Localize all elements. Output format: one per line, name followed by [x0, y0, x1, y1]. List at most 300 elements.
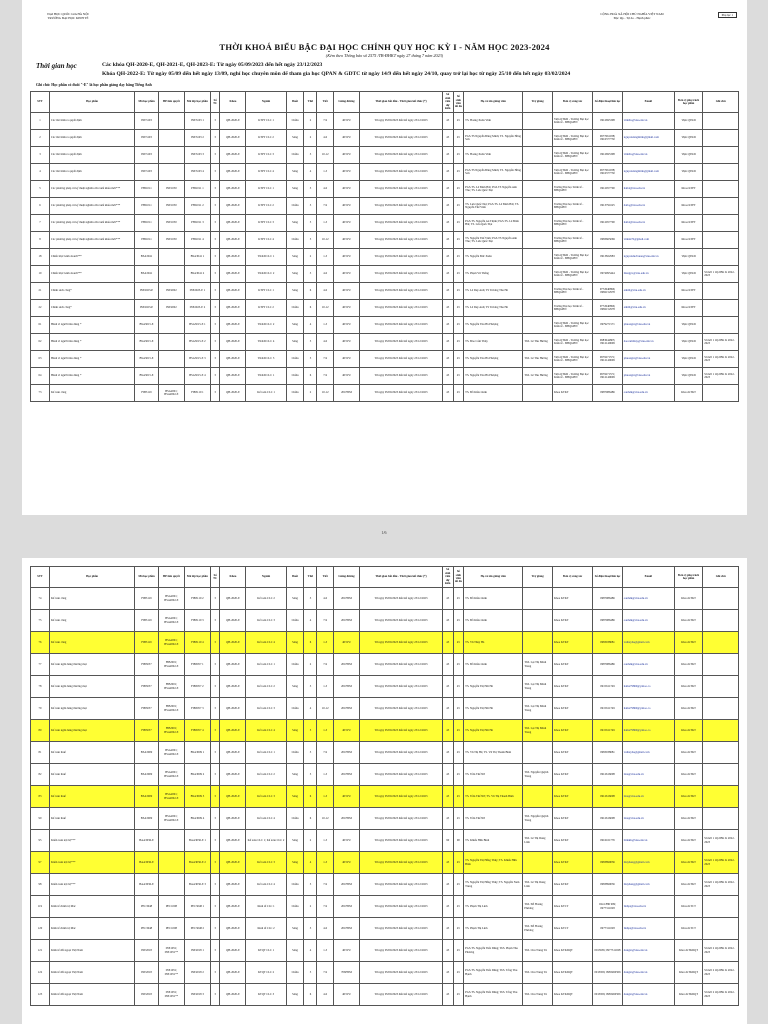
- cell-buoi: Chiều: [286, 896, 304, 918]
- cell-max: 45: [453, 940, 464, 962]
- cell-dt: 0912957700: [593, 215, 623, 232]
- cell-dv: Trường Đại học Kinh tế - ĐHQGHN: [552, 300, 592, 317]
- cell-thu: 6: [304, 300, 317, 317]
- cell-stt: 95: [31, 830, 50, 852]
- cell-gc: [703, 698, 739, 720]
- cell-gd: 201HTM: [333, 918, 359, 940]
- cell-gd: 201HTM: [333, 654, 359, 676]
- cell-tg: [523, 232, 553, 249]
- cell-dt: 0912695398: [593, 113, 623, 130]
- cell-dt: 0983899036: [593, 852, 623, 874]
- cell-tc: 3: [210, 764, 219, 786]
- cell-time: Từ ngày 05/09/2023 đến hết ngày 23/12/2023: [360, 130, 443, 147]
- cell-sv: 45: [442, 808, 453, 830]
- cell-gv: TS. Trần Thế Nữ; TS. Vũ Thị Thanh Bình: [464, 786, 523, 808]
- cell-khoa: QH-2020-E: [220, 198, 246, 215]
- cell-gd: 403VU: [333, 632, 359, 654]
- cell-gv: TS. Hoàng Xuân Vinh: [464, 147, 523, 164]
- cell-stt: 77: [31, 654, 50, 676]
- cell-khoa: QH-2020-E: [220, 632, 246, 654]
- cell-time: Từ ngày 05/09/2023 đến hết ngày 23/12/2023: [360, 830, 443, 852]
- cell-sv: 45: [442, 300, 453, 317]
- column-header: Số điện thoại liên lạc: [593, 92, 623, 113]
- table-row: [31, 588, 739, 610]
- cell-buoi: Chiều: [286, 300, 304, 317]
- cell-pre: [158, 368, 184, 385]
- national-motto-line1: CỘNG HOÀ XÃ HỘI CHỦ NGHĨA VIỆT NAM: [600, 12, 664, 16]
- column-header: Đơn vị phụ trách học phần: [674, 92, 702, 113]
- cell-time: Từ ngày 05/09/2023 đến hết ngày 23/12/2023: [360, 198, 443, 215]
- cell-gd: 403VU: [333, 940, 359, 962]
- cell-buoi: Chiều: [286, 147, 304, 164]
- cell-max: 45: [453, 852, 464, 874]
- cell-max: 45: [453, 896, 464, 918]
- cell-dt: 0913956; 0983260506: [593, 984, 623, 1006]
- cell-tiet: 1-3: [317, 764, 334, 786]
- cell-tc: 3: [210, 385, 219, 402]
- cell-pre: BSA2001; BSA2002-E: [158, 742, 184, 764]
- cell-sv: 45: [442, 940, 453, 962]
- cell-sv: 45: [442, 266, 453, 283]
- cell-gc: [703, 147, 739, 164]
- cell-dvph: Khoa KTPT: [674, 215, 702, 232]
- cell-cls: FIB3057 4: [184, 720, 210, 742]
- cell-khoa: QH-2020-E: [220, 610, 246, 632]
- cell-gd: 403VU: [333, 852, 359, 874]
- cell-cls: FIB3119 3: [184, 610, 210, 632]
- cell-tg: ThS. Chu Trung Tú: [523, 940, 553, 962]
- cell-nganh: Kế toán CLC 1: [246, 385, 286, 402]
- cell-nganh: KTPT CLC 1: [246, 283, 286, 300]
- page-title: THỜI KHOÁ BIỂU BẬC ĐẠI HỌC CHÍNH QUY HỌC KỲ I - NĂM HỌC 2023-2024: [219, 42, 550, 52]
- cell-code: BSA3041: [135, 266, 159, 283]
- column-header: STT: [31, 92, 50, 113]
- cell-time: Từ ngày 05/09/2023 đến hết ngày 23/12/2023: [360, 984, 443, 1006]
- cell-pre: BSA2001; BSA2002-E: [158, 610, 184, 632]
- cell-gc: Sĩ mới 1 lớp IBK K 2022-2023: [703, 852, 739, 874]
- cell-cls: FIB3119 2: [184, 588, 210, 610]
- cell-nganh: Kinh tế CLC 2: [246, 918, 286, 940]
- cell-sv: 45: [442, 181, 453, 198]
- cell-gd: 201HTM: [333, 610, 359, 632]
- cell-tiet: 1-3: [317, 215, 334, 232]
- cell-tc: 3: [210, 300, 219, 317]
- cell-tg: ThS. Lê Thu Hương: [523, 351, 553, 368]
- cell-gv: PGS.TS Nguyễn Đăng Minh; TS. Nguyễn Hồng Sơn: [464, 130, 523, 147]
- cell-stt: 82: [31, 764, 50, 786]
- cell-pre: PEC1008: [158, 918, 184, 940]
- cell-nganh: Kế toán CLC 1; Kế toán CLC 2: [246, 830, 286, 852]
- cell-sv: 45: [442, 588, 453, 610]
- cell-tc: 3: [210, 368, 219, 385]
- cell-khoa: QH-2020-E: [220, 962, 246, 984]
- cell-khoa: QH-2020-E: [220, 147, 246, 164]
- cell-dvph: Khoa KTKT: [674, 852, 702, 874]
- cell-stt: 78: [31, 676, 50, 698]
- cell-time: Từ ngày 05/09/2023 đến hết ngày 23/12/2023: [360, 300, 443, 317]
- column-header: Ngành: [246, 567, 286, 588]
- cell-code: BSA3041: [135, 249, 159, 266]
- cell-gv: TS. Nguyễn Thu Hà Phượng: [464, 351, 523, 368]
- cell-thu: 4: [304, 317, 317, 334]
- cell-gv: TS. Đỗ Kiều Oanh: [464, 588, 523, 610]
- cell-email: vuthuyha@gmail.com: [622, 632, 674, 654]
- cell-tiet: 1-3: [317, 852, 334, 874]
- cell-time: Từ ngày 05/09/2023 đến hết ngày 23/12/2023: [360, 588, 443, 610]
- cell-gd: 403VU: [333, 232, 359, 249]
- cell-max: 45: [453, 742, 464, 764]
- cell-email: ttnu@vnu.edu.vn: [622, 786, 674, 808]
- cell-gd: 201HTM: [333, 698, 359, 720]
- table-row: [31, 940, 739, 962]
- course-schedule-line-1: Các khóa QH-2020-E, QH-2021-E, QH-2023-E: Từ ngày 05/09/2023 đến hết ngày 23/12/2023: [102, 62, 323, 68]
- cell-stt: 64: [31, 368, 50, 385]
- cell-stt: 83: [31, 786, 50, 808]
- cell-nganh: Kế toán CLC 2: [246, 588, 286, 610]
- table-row: [31, 368, 739, 385]
- cell-dv: Khoa KTKDQT: [552, 940, 592, 962]
- cell-email: datlq@vnu.edu.vn: [622, 198, 674, 215]
- cell-code: INE3103: [135, 147, 159, 164]
- column-header: Ghi chú: [703, 92, 739, 113]
- column-header: Số sinh viên tối đa: [453, 567, 464, 588]
- cell-gc: [703, 283, 739, 300]
- cell-tg: ThS. Lê Thu Hương: [523, 334, 553, 351]
- cell-gc: Sĩ mới 1 lớp IBK K 2022-2023: [703, 266, 739, 283]
- cell-tg: [523, 742, 553, 764]
- table-row: [31, 130, 739, 147]
- cell-nganh: KTPT CLC 1: [246, 181, 286, 198]
- cell-pre: BSA2001; BSA2002-E: [158, 786, 184, 808]
- cell-tc: 3: [210, 317, 219, 334]
- cell-dt: 0977311028: [593, 918, 623, 940]
- cell-gc: Sĩ mới 2 lớp IBK K 2022-2023: [703, 940, 739, 962]
- cell-dvph: Khoa KTKT: [674, 830, 702, 852]
- cell-time: Từ ngày 05/09/2023 đến hết ngày 23/12/2023: [360, 164, 443, 181]
- cell-sv: 45: [442, 764, 453, 786]
- cell-code: BSA3009: [135, 742, 159, 764]
- cell-pre: BSA2001; BSA2002-E: [158, 588, 184, 610]
- cell-sv: 45: [442, 852, 453, 874]
- cell-thu: 4: [304, 164, 317, 181]
- cell-buoi: Sáng: [286, 764, 304, 786]
- cell-dvph: Khoa KTKT: [674, 786, 702, 808]
- cell-thu: 3: [304, 676, 317, 698]
- cell-cls: FIB3057 3: [184, 698, 210, 720]
- cell-khoa: QH-2020-E: [220, 720, 246, 742]
- cell-gv: PGS.TS. Nguyễn Tiến Dũng; ThS. Phạm Thu Phương: [464, 940, 523, 962]
- cell-gv: TS. Nguyễn Đức Xuân: [464, 249, 523, 266]
- cell-pre: PEC1008: [158, 896, 184, 918]
- cell-name: Kinh tế đối ngoại Việt Nam: [49, 962, 134, 984]
- column-header: Email: [622, 567, 674, 588]
- cell-max: 45: [453, 874, 464, 896]
- cell-email: haild@vnu.edu.vn: [622, 181, 674, 198]
- cell-tc: 3: [210, 874, 219, 896]
- column-header: Số TC: [210, 92, 219, 113]
- cell-khoa: QH-2020-E: [220, 130, 246, 147]
- cell-gc: [703, 113, 739, 130]
- cell-email: dungnt@vnu.edu.vn: [622, 984, 674, 1006]
- cell-dt: 0987986486: [593, 385, 623, 402]
- cell-dt: 0979271571; 0912149699: [593, 351, 623, 368]
- cell-tiet: 4-6: [317, 984, 334, 1006]
- table-row: [31, 351, 739, 368]
- cell-code: BSA3009: [135, 786, 159, 808]
- cell-dt: 0912616008: [593, 764, 623, 786]
- cell-tg: ThS. Chu Trung Tú: [523, 984, 553, 1006]
- cell-dv: Trường Đại học Kinh tế - ĐHQGHN: [552, 198, 592, 215]
- cell-dv: Viện QTKD - Trường Đại học Kinh tế - ĐHQGHN: [552, 266, 592, 283]
- cell-tiet: 7-9: [317, 962, 334, 984]
- cell-dt: 0987986486: [593, 610, 623, 632]
- cell-tg: ThS. Lê Thị Dung Linh: [523, 830, 553, 852]
- cell-tc: 3: [210, 676, 219, 698]
- cell-gv: TS. Đỗ Kiều Oanh: [464, 385, 523, 402]
- cell-gd: 403VU: [333, 198, 359, 215]
- cell-tiet: 1-3: [317, 720, 334, 742]
- cell-max: 45: [453, 918, 464, 940]
- cell-tiet: 7-9: [317, 198, 334, 215]
- cell-email: oanhdk@vnu.edu.vn: [622, 588, 674, 610]
- cell-time: Từ ngày 05/09/2023 đến hết ngày 23/12/2023: [360, 808, 443, 830]
- cell-max: 45: [453, 300, 464, 317]
- cell-stt: 123: [31, 984, 50, 1006]
- cell-dvph: Viện QTKD: [674, 147, 702, 164]
- column-header: STT: [31, 567, 50, 588]
- cell-gv: TS. Lê Duy Anh; TS Trương Thu Hà: [464, 300, 523, 317]
- cell-nganh: Kế toán CLC 2: [246, 676, 286, 698]
- cell-max: 45: [453, 113, 464, 130]
- cell-code: FIB3057: [135, 698, 159, 720]
- cell-thu: 5: [304, 874, 317, 896]
- cell-tg: [523, 283, 553, 300]
- column-header: Mã lớp học phần: [184, 567, 210, 588]
- cell-sv: 45: [442, 147, 453, 164]
- cell-gv: TS. Trần Thế Nữ: [464, 764, 523, 786]
- cell-time: Từ ngày 05/09/2023 đến hết ngày 23/12/2023: [360, 874, 443, 896]
- cell-gd: 201HTM: [333, 874, 359, 896]
- cell-tg: [523, 164, 553, 181]
- cell-email: thangpv@vnu.edu.vn: [622, 266, 674, 283]
- cell-code: FIB3119: [135, 632, 159, 654]
- cell-gd: 403VU: [333, 266, 359, 283]
- cell-name: Các phương pháp và kỹ thuật nghiên cứu xuất khẩu mới***: [49, 232, 134, 249]
- table-row: [31, 249, 739, 266]
- cell-time: Từ ngày 05/09/2023 đến hết ngày 23/12/2023: [360, 940, 443, 962]
- cell-code: FIB3057: [135, 676, 159, 698]
- cell-email: vinhhx@vnu.edu.vn: [622, 113, 674, 130]
- cell-gd: 403VU: [333, 147, 359, 164]
- cell-gc: [703, 385, 739, 402]
- cell-gd: 403VU: [333, 249, 359, 266]
- cell-dvph: Khoa KTCT: [674, 918, 702, 940]
- cell-dt: 0916161776: [593, 830, 623, 852]
- cell-buoi: Chiều: [286, 385, 304, 402]
- cell-gc: Sĩ mới 2 lớp IBK K 2022-2023: [703, 984, 739, 1006]
- cell-dt: 0913956; 0977311028: [593, 940, 623, 962]
- column-header: Khóa: [220, 92, 246, 113]
- cell-thu: 3: [304, 588, 317, 610]
- cell-nganh: Kế toán CLC 4: [246, 808, 286, 830]
- cell-gv: TS. Nguyễn Thị Hải Hà: [464, 720, 523, 742]
- cell-dvph: Viện QTKD: [674, 164, 702, 181]
- cell-tc: 3: [210, 164, 219, 181]
- cell-time: Từ ngày 05/09/2023 đến hết ngày 23/12/2023: [360, 215, 443, 232]
- cell-time: Từ ngày 05/09/2023 đến hết ngày 23/12/2023: [360, 610, 443, 632]
- cell-name: Chính sách công*: [49, 283, 134, 300]
- cell-dt: 0913956; 0983260506: [593, 962, 623, 984]
- cell-dvph: Viện QTKD: [674, 113, 702, 130]
- cell-email: nguyenduclxuan@vnu.edu.vn: [622, 249, 674, 266]
- cell-email: ttnu@vnu.edu.vn: [622, 764, 674, 786]
- cell-dv: Viện QTKD - Trường Đại học Kinh tế - ĐHQGHN: [552, 164, 592, 181]
- cell-cls: FIB3057 2: [184, 676, 210, 698]
- column-header: Số sinh viên dự kiến: [442, 567, 453, 588]
- cell-gc: [703, 676, 739, 698]
- cell-dvph: Khoa KTKT: [674, 632, 702, 654]
- cell-gc: [703, 742, 739, 764]
- cell-code: BSA3009: [135, 764, 159, 786]
- cell-time: Từ ngày 05/09/2023 đến hết ngày 23/12/2023: [360, 720, 443, 742]
- cell-buoi: Chiều: [286, 654, 304, 676]
- cell-dv: Khoa KTKT: [552, 385, 592, 402]
- cell-email: oanhdk@vnu.edu.vn: [622, 654, 674, 676]
- cell-dvph: Khoa KTKDQT: [674, 984, 702, 1006]
- cell-gv: TS. Trần Thế Nữ: [464, 808, 523, 830]
- cell-pre: [158, 130, 184, 147]
- cell-dvph: Khoa KTPT: [674, 300, 702, 317]
- cell-name: Kế toán thuế: [49, 786, 134, 808]
- cell-gc: Sĩ mới 1 lớp IBK K 2022-2023: [703, 334, 739, 351]
- cell-max: 45: [453, 984, 464, 1006]
- cell-pre: [158, 113, 184, 130]
- cell-buoi: Sáng: [286, 283, 304, 300]
- cell-tiet: 7-9: [317, 351, 334, 368]
- cell-tg: [523, 317, 553, 334]
- cell-sv: 45: [442, 676, 453, 698]
- cell-code: BSA3009: [135, 808, 159, 830]
- cell-code: BAA3036-E: [135, 874, 159, 896]
- cell-email: haiha79869@yahoo.co: [622, 720, 674, 742]
- table-row: [31, 300, 739, 317]
- cell-gv: TS. Lưu Quốc Đạt; PGS.TS. Lê Đình Hải; TS. Nguyễn Thế Vinh: [464, 198, 523, 215]
- cell-nganh: TKKD CLC 1: [246, 249, 286, 266]
- table-row: [31, 385, 739, 402]
- cell-code: BSA3015-E: [135, 351, 159, 368]
- cell-pre: FIB2001; BSA2002-E: [158, 698, 184, 720]
- cell-tg: ThS. Lại Thị Minh Trang: [523, 654, 553, 676]
- cell-pre: [158, 164, 184, 181]
- cell-tiet: 4-6: [317, 283, 334, 300]
- cell-cls: BSA3015-E 1: [184, 317, 210, 334]
- cell-time: Từ ngày 05/09/2023 đến hết ngày 23/12/2023: [360, 232, 443, 249]
- cell-name: Các mô hình ra quyết định: [49, 147, 134, 164]
- cell-dv: Viện QTKD - Trường Đại học Kinh tế - ĐHQGHN: [552, 113, 592, 130]
- cell-buoi: Chiều: [286, 232, 304, 249]
- cell-thu: 3: [304, 266, 317, 283]
- cell-dt: 0979271571; 0912149699: [593, 368, 623, 385]
- cell-name: Các phương pháp và kỹ thuật nghiên cứu xuất khẩu mới***: [49, 215, 134, 232]
- cell-cls: BSA3009 3: [184, 786, 210, 808]
- cell-gc: [703, 181, 739, 198]
- table-row: [31, 742, 739, 764]
- cell-name: Kế toán thuế: [49, 808, 134, 830]
- cell-thu: 5: [304, 215, 317, 232]
- cell-tc: 3: [210, 588, 219, 610]
- table-row: [31, 984, 739, 1006]
- cell-cls: BSA3041 2: [184, 266, 210, 283]
- cell-dt: 0987986486: [593, 654, 623, 676]
- cell-gv: TS. Phạm Thị Linh: [464, 896, 523, 918]
- table-row: [31, 830, 739, 852]
- cell-dv: Khoa KTCT: [552, 918, 592, 940]
- cell-cls: FIB3119 4: [184, 632, 210, 654]
- cell-dv: Khoa KTKT: [552, 610, 592, 632]
- cell-stt: 80: [31, 720, 50, 742]
- cell-time: Từ ngày 05/09/2023 đến hết ngày 23/12/2023: [360, 266, 443, 283]
- table-row: [31, 181, 739, 198]
- cell-khoa: QH-2020-E: [220, 874, 246, 896]
- cell-name: Các mô hình ra quyết định: [49, 113, 134, 130]
- cell-gv: PGS.TS. Lê Đình Hải; PGS.TS Nguyễn Anh Thu; TS. Lưu Quốc Đạt: [464, 181, 523, 198]
- cell-max: 45: [453, 676, 464, 698]
- cell-pre: BSA2001; BSA2002-E: [158, 385, 184, 402]
- cell-tc: 3: [210, 962, 219, 984]
- cell-pre: INE1050: [158, 198, 184, 215]
- cell-nganh: Kế toán CLC 3: [246, 852, 286, 874]
- cell-gd: 403VU: [333, 283, 359, 300]
- cell-tiet: 10-12: [317, 232, 334, 249]
- cell-tiet: 4-6: [317, 181, 334, 198]
- cell-cls: BSA3015-E 2: [184, 334, 210, 351]
- cell-stt: 22: [31, 300, 50, 317]
- cell-max: 45: [453, 808, 464, 830]
- cell-dv: Khoa KTKT: [552, 852, 592, 874]
- cell-max: 45: [453, 266, 464, 283]
- cell-tg: ThS. Đỗ Hoàng Phương: [523, 918, 553, 940]
- cell-stt: 74: [31, 588, 50, 610]
- cell-dvph: Khoa KTPT: [674, 181, 702, 198]
- cell-khoa: QH-2020-E: [220, 764, 246, 786]
- appendix-box: Phụ lục 1: [718, 12, 737, 18]
- cell-gd: 403VU: [333, 215, 359, 232]
- cell-name: Hành vi người tiêu dùng *: [49, 317, 134, 334]
- cell-gc: [703, 164, 739, 181]
- cell-thu: 2: [304, 385, 317, 402]
- cell-max: 90: [453, 830, 464, 852]
- cell-gd: 403VU: [333, 720, 359, 742]
- cell-cls: INE3103 4: [184, 164, 210, 181]
- cell-gc: [703, 300, 739, 317]
- cell-stt: 19: [31, 266, 50, 283]
- cell-sv: 45: [442, 962, 453, 984]
- cell-buoi: Chiều: [286, 742, 304, 764]
- cell-gc: [703, 317, 739, 334]
- table-row: [31, 317, 739, 334]
- cell-gd: 201HTM: [333, 588, 359, 610]
- cell-dvph: Khoa KTKDQT: [674, 962, 702, 984]
- cell-email: linhpt@vnu.edu.vn: [622, 918, 674, 940]
- cell-stt: 97: [31, 852, 50, 874]
- cell-nganh: KTPT CLC 2: [246, 130, 286, 147]
- cell-tg: [523, 198, 553, 215]
- cell-buoi: Sáng: [286, 181, 304, 198]
- cell-max: 45: [453, 232, 464, 249]
- cell-thu: 5: [304, 720, 317, 742]
- cell-sv: 45: [442, 249, 453, 266]
- cell-dvph: Khoa KTKT: [674, 698, 702, 720]
